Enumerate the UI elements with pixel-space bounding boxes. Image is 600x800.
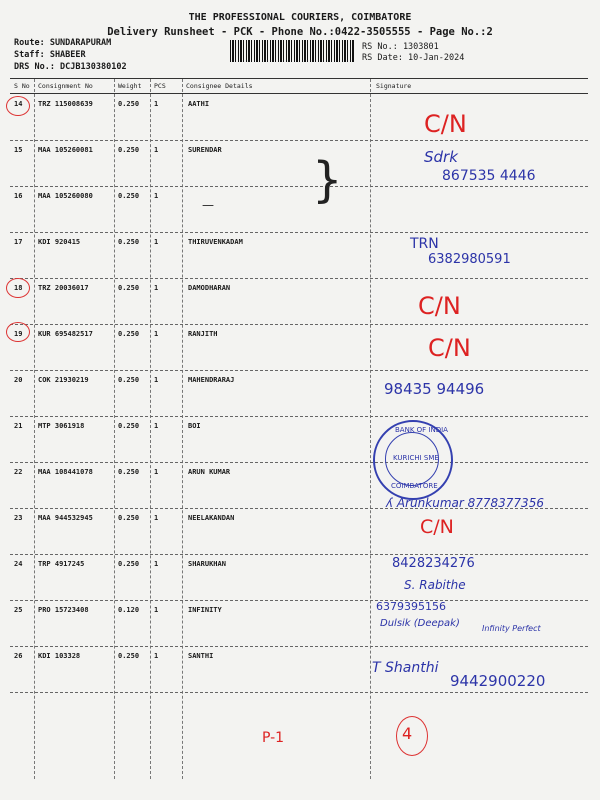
row-weight: 0.250 bbox=[118, 100, 140, 108]
row-divider bbox=[10, 278, 588, 279]
red-circle-mark bbox=[6, 96, 30, 116]
row-consignment-no: KUR 695482517 bbox=[38, 330, 93, 338]
col-header-weight: Weight bbox=[118, 82, 142, 90]
table-row bbox=[0, 330, 600, 376]
handwritten-signature: TRN bbox=[410, 236, 439, 252]
table-row bbox=[0, 422, 600, 468]
route-label: Route: SUNDARAPURAM bbox=[14, 38, 112, 48]
red-circle-mark bbox=[6, 322, 30, 342]
row-sno: 24 bbox=[14, 560, 23, 568]
handwritten-phone: 6382980591 bbox=[428, 252, 511, 267]
row-pcs: 1 bbox=[154, 468, 159, 476]
bank-seal-stamp bbox=[373, 420, 453, 500]
table-row bbox=[0, 284, 600, 330]
row-consignment-no: MAA 105260081 bbox=[38, 146, 93, 154]
row-consignment-no: COK 21930219 bbox=[38, 376, 89, 384]
handwritten-signature: ʎ Arunkumar 8778377356 bbox=[386, 496, 544, 510]
row-consignment-no: PRO 15723408 bbox=[38, 606, 89, 614]
handwritten-signature: S. Rabithe bbox=[404, 578, 466, 592]
col-header-pcs: PCS bbox=[154, 82, 166, 90]
row-weight: 0.250 bbox=[118, 146, 140, 154]
staff-label: Staff: SHABEER bbox=[14, 50, 86, 60]
row-pcs: 1 bbox=[154, 238, 159, 246]
row-consignee: AATHI bbox=[188, 100, 210, 108]
col-header-signature: Signature bbox=[376, 82, 412, 90]
row-sno: 26 bbox=[14, 652, 23, 660]
col-header-consignment: Consignment No bbox=[38, 82, 93, 90]
handwritten-cn: C/N bbox=[428, 334, 471, 362]
row-pcs: 1 bbox=[154, 560, 159, 568]
drs-number: DRS No.: DCJB130380102 bbox=[14, 62, 127, 72]
row-divider bbox=[10, 554, 588, 555]
handwritten-signature: Sdrk bbox=[424, 148, 458, 166]
company-name: THE PROFESSIONAL COURIERS, COIMBATORE bbox=[188, 12, 412, 23]
row-consignee: THIRUVENKADAM bbox=[188, 238, 243, 246]
row-divider bbox=[10, 462, 588, 463]
stamp-top-text: BANK OF INDIA bbox=[395, 426, 448, 434]
row-consignment-no: MAA 108441078 bbox=[38, 468, 93, 476]
handwritten-signature: Dulsik (Deepak) bbox=[380, 618, 460, 629]
row-weight: 0.250 bbox=[118, 422, 140, 430]
row-consignment-no: TRZ 20036017 bbox=[38, 284, 89, 292]
handwritten-phone: 867535 4446 bbox=[442, 168, 536, 184]
row-consignment-no: MAA 944532945 bbox=[38, 514, 93, 522]
row-weight: 0.250 bbox=[118, 560, 140, 568]
handwritten-phone: 8428234276 bbox=[392, 556, 475, 571]
row-consignment-no: TRP 4917245 bbox=[38, 560, 85, 568]
row-sno: 14 bbox=[14, 100, 23, 108]
row-consignee: SHARUKHAN bbox=[188, 560, 226, 568]
red-circle-mark bbox=[6, 278, 30, 298]
header-bottom-rule bbox=[10, 93, 588, 94]
dash-mark: — bbox=[202, 198, 214, 212]
table-row bbox=[0, 376, 600, 422]
row-consignee: SURENDAR bbox=[188, 146, 222, 154]
handwritten-page-note: P-1 bbox=[262, 730, 285, 746]
rs-number: RS No.: 1303801 bbox=[362, 42, 439, 52]
row-consignee: DAMODHARAN bbox=[188, 284, 231, 292]
handwritten-cn: C/N bbox=[418, 292, 461, 320]
row-consignment-no: MTP 3061918 bbox=[38, 422, 85, 430]
header-top-rule bbox=[10, 78, 588, 79]
row-weight: 0.250 bbox=[118, 468, 140, 476]
barcode bbox=[230, 40, 354, 62]
handwritten-cn: C/N bbox=[420, 516, 454, 538]
handwritten-phone: 98435 94496 bbox=[384, 380, 485, 398]
handwritten-phone: 6379395156 bbox=[376, 600, 446, 613]
row-consignment-no: MAA 105260080 bbox=[38, 192, 93, 200]
table-row bbox=[0, 192, 600, 238]
row-sno: 15 bbox=[14, 146, 23, 154]
row-consignee: RANJITH bbox=[188, 330, 218, 338]
row-consignee: SANTHI bbox=[188, 652, 214, 660]
handwritten-phone: 9442900220 bbox=[450, 672, 546, 690]
row-divider bbox=[10, 692, 588, 693]
row-weight: 0.250 bbox=[118, 192, 140, 200]
row-consignment-no: KDI 920415 bbox=[38, 238, 81, 246]
handwritten-count: 4 bbox=[402, 724, 413, 743]
row-sno: 21 bbox=[14, 422, 23, 430]
row-sno: 23 bbox=[14, 514, 23, 522]
row-divider bbox=[10, 600, 588, 601]
table-row bbox=[0, 560, 600, 606]
row-pcs: 1 bbox=[154, 376, 159, 384]
row-consignee: BOI bbox=[188, 422, 201, 430]
row-weight: 0.250 bbox=[118, 514, 140, 522]
row-divider bbox=[10, 232, 588, 233]
handwritten-signature: T Shanthi bbox=[372, 660, 439, 676]
rs-date: RS Date: 10-Jan-2024 bbox=[362, 53, 465, 63]
table-row bbox=[0, 514, 600, 560]
handwritten-cn: C/N bbox=[424, 110, 467, 138]
row-pcs: 1 bbox=[154, 606, 159, 614]
row-pcs: 1 bbox=[154, 514, 159, 522]
row-consignment-no: KDI 103328 bbox=[38, 652, 81, 660]
row-divider bbox=[10, 370, 588, 371]
col-header-consignee: Consignee Details bbox=[186, 82, 253, 90]
row-weight: 0.250 bbox=[118, 376, 140, 384]
handwritten-note: Infinity Perfect bbox=[482, 624, 541, 633]
row-pcs: 1 bbox=[154, 284, 159, 292]
row-sno: 18 bbox=[14, 284, 23, 292]
row-divider bbox=[10, 416, 588, 417]
row-pcs: 1 bbox=[154, 100, 159, 108]
row-pcs: 1 bbox=[154, 146, 159, 154]
row-sno: 16 bbox=[14, 192, 23, 200]
row-sno: 22 bbox=[14, 468, 23, 476]
row-consignee: MAHENDRARAJ bbox=[188, 376, 235, 384]
stamp-middle-text: KURICHI SME bbox=[393, 454, 439, 462]
row-divider bbox=[10, 140, 588, 141]
row-consignee: NEELAKANDAN bbox=[188, 514, 235, 522]
row-weight: 0.120 bbox=[118, 606, 140, 614]
row-divider bbox=[10, 646, 588, 647]
col-header-sno: S No bbox=[14, 82, 30, 90]
row-consignment-no: TRZ 115008639 bbox=[38, 100, 93, 108]
row-weight: 0.250 bbox=[118, 238, 140, 246]
row-weight: 0.250 bbox=[118, 652, 140, 660]
row-divider bbox=[10, 186, 588, 187]
row-weight: 0.250 bbox=[118, 284, 140, 292]
row-consignee: INFINITY bbox=[188, 606, 222, 614]
row-sno: 20 bbox=[14, 376, 23, 384]
stamp-bottom-text: COIMBATORE bbox=[391, 482, 438, 490]
row-divider bbox=[10, 324, 588, 325]
table-row bbox=[0, 100, 600, 146]
row-weight: 0.250 bbox=[118, 330, 140, 338]
row-consignee: ARUN KUMAR bbox=[188, 468, 231, 476]
row-sno: 25 bbox=[14, 606, 23, 614]
bracket-mark: } bbox=[312, 152, 343, 208]
row-sno: 17 bbox=[14, 238, 23, 246]
row-pcs: 1 bbox=[154, 330, 159, 338]
runsheet-title: Delivery Runsheet - PCK - Phone No.:0422-3505555 - Page No.:2 bbox=[107, 26, 493, 38]
row-sno: 19 bbox=[14, 330, 23, 338]
row-pcs: 1 bbox=[154, 652, 159, 660]
row-pcs: 1 bbox=[154, 422, 159, 430]
row-pcs: 1 bbox=[154, 192, 159, 200]
